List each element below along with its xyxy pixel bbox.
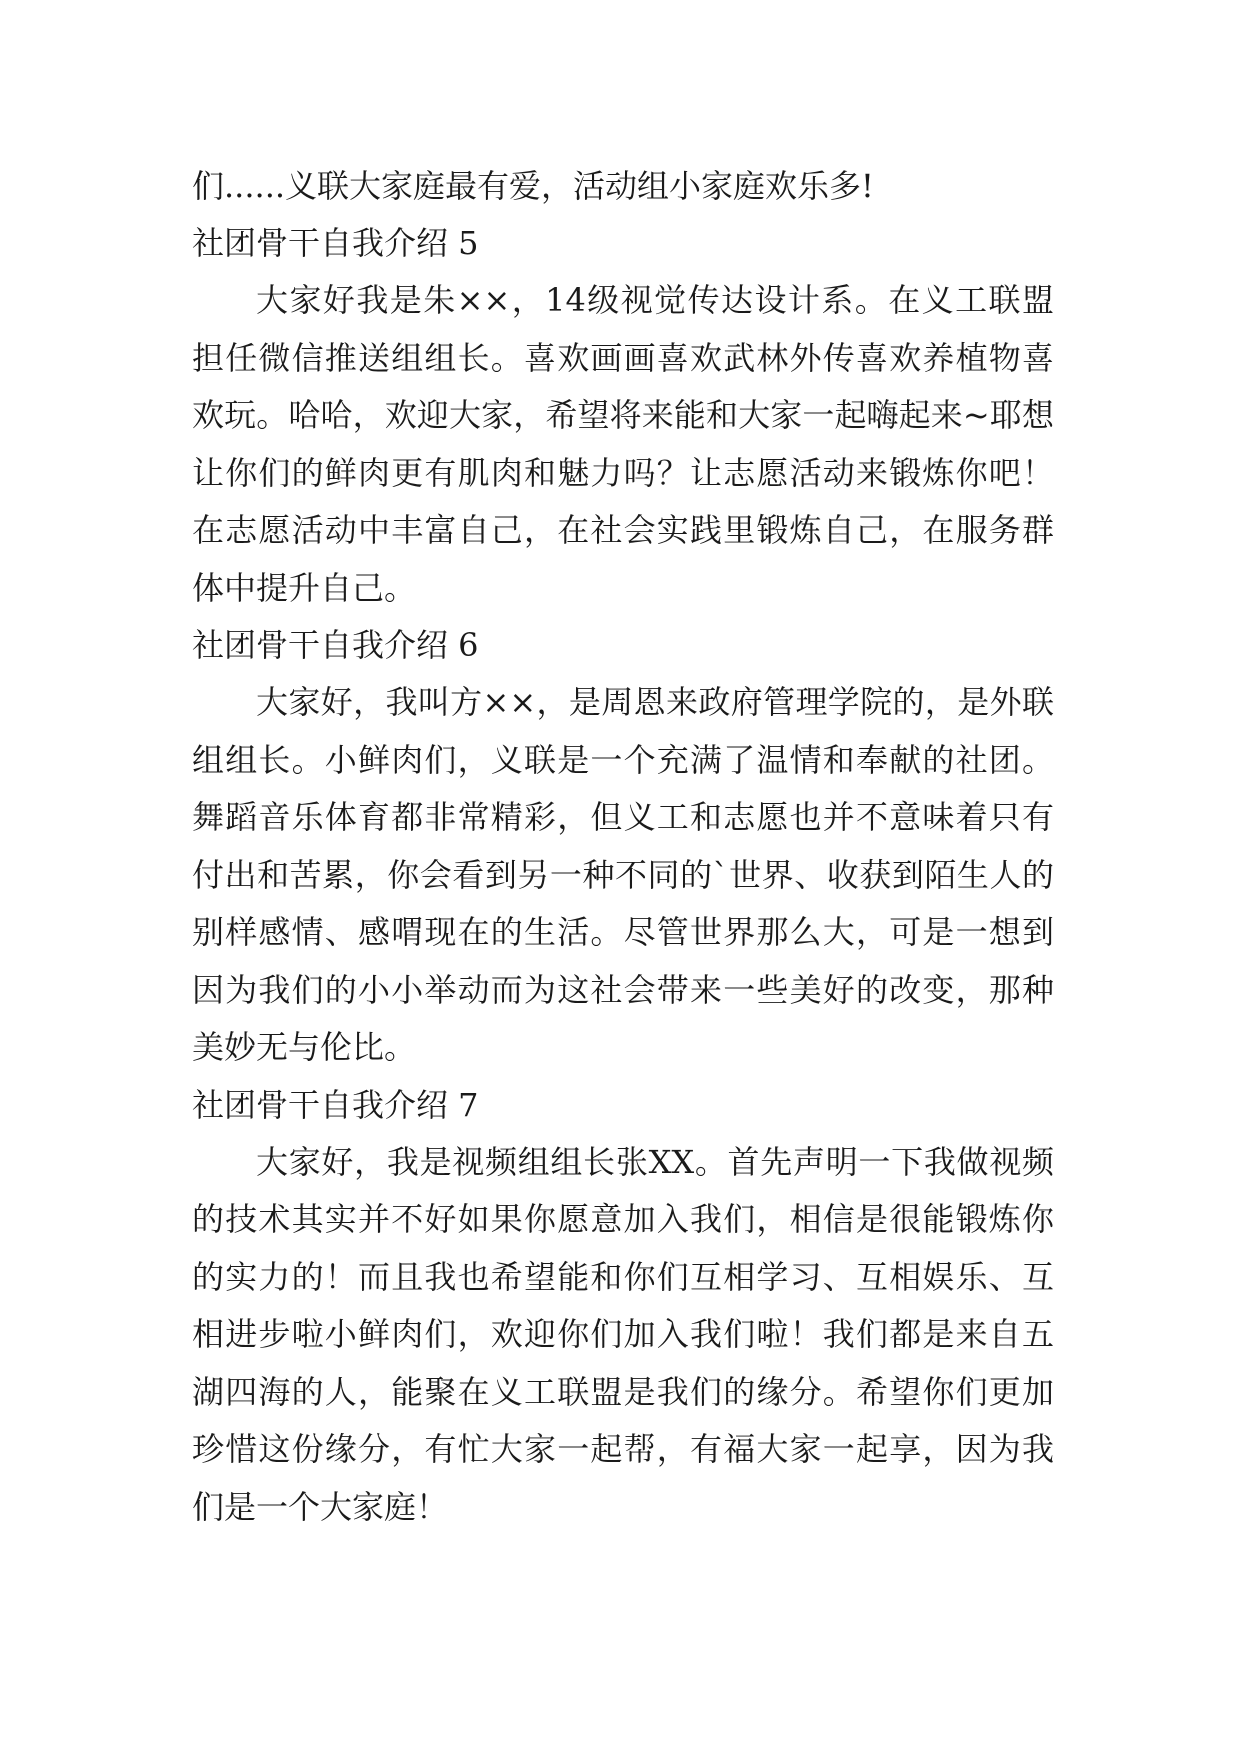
document-page xyxy=(192,158,1054,1536)
section-body-6: 大家好，我叫方××，是周恩来政府管理学院的，是外联组组长。小鲜肉们，义联是一个充满了温情和奉献的社团。舞蹈音乐体育都非常精彩，但义工和志愿也并不意味着只有付出和苦累，你会看到另一种不同的`世界、收获到陌生人的别样感情、感喟现在的生活。尽管世界那么大，可是一想到因为我们的小小举动而为这社会带来一些美好的改变，那种美妙无与伦比。 xyxy=(192,683,1054,1066)
section-body-5: 大家好我是朱××，14级视觉传达设计系。在义工联盟担任微信推送组组长。喜欢画画喜欢武林外传喜欢养植物喜欢玩。哈哈，欢迎大家，希望将来能和大家一起嗨起来~耶想让你们的鲜肉更有肌肉和魅力吗？让志愿活动来锻炼你吧！在志愿活动中丰富自己，在社会实践里锻炼自己，在服务群体中提升自己。 xyxy=(192,281,1054,607)
section-body-7: 大家好，我是视频组组长张XX。首先声明一下我做视频的技术其实并不好如果你愿意加入我们，相信是很能锻炼你的实力的！而且我也希望能和你们互相学习、互相娱乐、互相进步啦小鲜肉们，欢迎你们加入我们啦！我们都是来自五湖四海的人，能聚在义工联盟是我们的缘分。希望你们更加珍惜这份缘分，有忙大家一起帮，有福大家一起享，因为我们是一个大家庭！ xyxy=(192,1142,1054,1526)
continuation-text: 们......义联大家庭最有爱，活动组小家庭欢乐多! xyxy=(192,167,874,205)
section-heading-6: 社团骨干自我介绍 6 xyxy=(192,626,479,664)
section-heading-7: 社团骨干自我介绍 7 xyxy=(192,1085,479,1124)
section-heading-5: 社团骨干自我介绍 5 xyxy=(192,224,479,262)
